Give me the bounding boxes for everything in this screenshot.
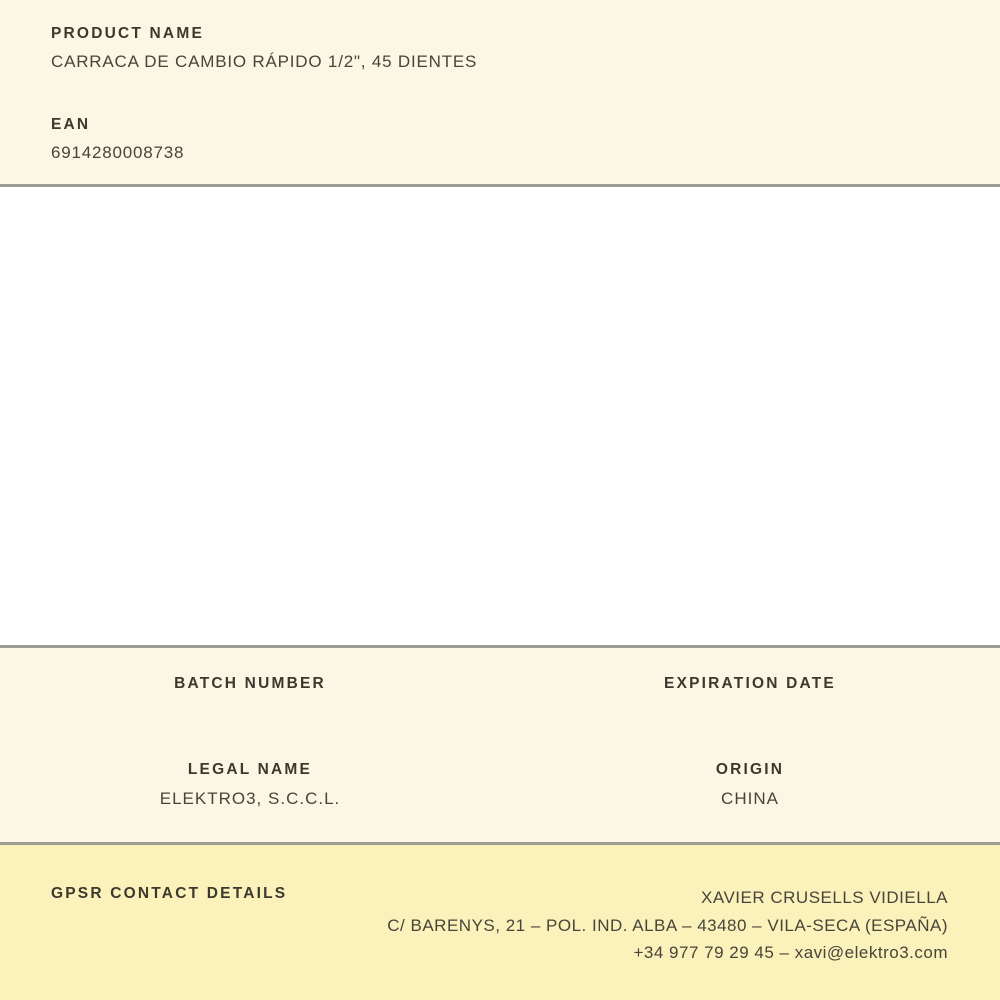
gpsr-section xyxy=(0,845,1000,1000)
gpsr-contact-phone-email: +34 977 79 29 45 – xavi@elektro3.com xyxy=(633,943,948,962)
expiration-date-label: EXPIRATION DATE xyxy=(664,675,836,692)
ean-field xyxy=(51,117,948,162)
ean-value: 6914280008738 xyxy=(51,143,185,162)
legal-name-label: LEGAL NAME xyxy=(187,761,313,778)
details-grid xyxy=(0,676,1000,808)
gpsr-contact-block xyxy=(387,884,948,967)
gpsr-heading: GPSR CONTACT DETAILS xyxy=(51,885,288,902)
origin-field xyxy=(500,762,1000,808)
product-name-label: PRODUCT NAME xyxy=(51,25,204,42)
ean-label: EAN xyxy=(51,116,91,133)
product-image-area xyxy=(0,187,1000,645)
batch-number-label: BATCH NUMBER xyxy=(174,675,326,692)
expiration-date-field xyxy=(500,676,1000,704)
origin-value: CHINA xyxy=(721,789,779,808)
batch-number-field xyxy=(0,676,500,704)
legal-name-value: ELEKTRO3, S.C.C.L. xyxy=(159,789,341,808)
product-name-field xyxy=(51,26,948,71)
gpsr-contact-name: XAVIER CRUSELLS VIDIELLA xyxy=(701,888,948,907)
details-section xyxy=(0,648,1000,842)
origin-label: ORIGIN xyxy=(715,761,785,778)
product-name-value: CARRACA DE CAMBIO RÁPIDO 1/2", 45 DIENTES xyxy=(51,52,478,71)
legal-name-field xyxy=(0,762,500,808)
gpsr-contact-address: C/ BARENYS, 21 – POL. IND. ALBA – 43480 – VILA-SECA (ESPAÑA) xyxy=(387,915,948,935)
product-header-section xyxy=(0,0,1000,184)
